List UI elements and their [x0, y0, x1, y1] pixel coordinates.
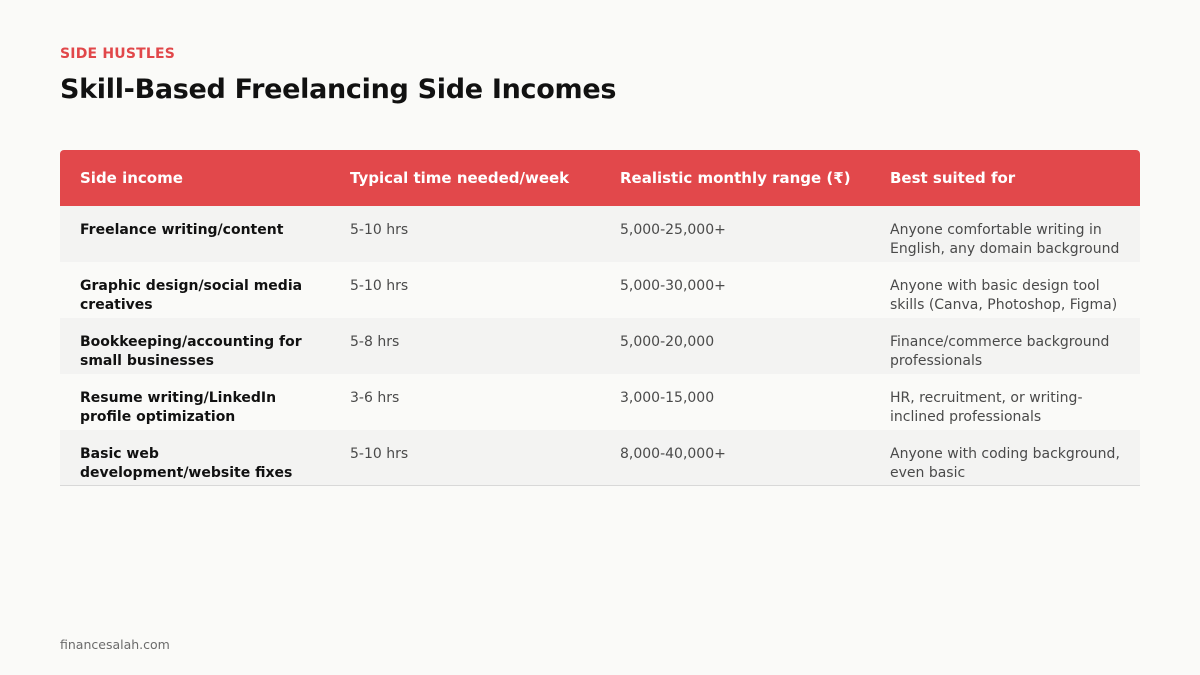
cell-monthly-range: 3,000-15,000: [620, 390, 715, 406]
cell-time: 5-10 hrs: [350, 222, 409, 238]
cell-best-suited: HR, recruitment, or writing-inclined professionals: [890, 390, 1083, 425]
cell-best-suited: Anyone with basic design tool skills (Canva, Photoshop, Figma): [890, 278, 1118, 313]
table-row: [60, 206, 1140, 262]
cell-monthly-range: 5,000-20,000: [620, 334, 715, 350]
cell-time: 3-6 hrs: [350, 390, 400, 406]
cell-best-suited: Anyone with coding background, even basic: [890, 446, 1120, 481]
cell-side-income: Resume writing/LinkedIn profile optimization: [80, 390, 277, 425]
page-title: Skill-Based Freelancing Side Incomes: [60, 74, 617, 105]
column-header-best-suited: Best suited for: [890, 169, 1016, 187]
column-header-side-income: Side income: [80, 169, 183, 187]
cell-best-suited: Anyone comfortable writing in English, any domain background: [890, 222, 1120, 257]
table-header: [60, 150, 1140, 206]
column-header-monthly-range: Realistic monthly range (₹): [620, 169, 851, 187]
cell-best-suited: Finance/commerce background professionals: [890, 334, 1110, 369]
table-row: [60, 374, 1140, 430]
column-header-time: Typical time needed/week: [350, 169, 570, 187]
footer-source: financesalah.com: [60, 637, 170, 652]
cell-time: 5-10 hrs: [350, 278, 409, 294]
cell-time: 5-10 hrs: [350, 446, 409, 462]
table-row: [60, 318, 1140, 374]
cell-monthly-range: 8,000-40,000+: [620, 446, 726, 462]
income-table: [60, 150, 1140, 486]
section-eyebrow: SIDE HUSTLES: [60, 46, 176, 62]
cell-monthly-range: 5,000-25,000+: [620, 222, 726, 238]
cell-side-income: Graphic design/social media creatives: [80, 278, 303, 313]
cell-side-income: Basic web development/website fixes: [80, 446, 293, 481]
table-row: [60, 430, 1140, 486]
cell-side-income: Bookkeeping/accounting for small businesses: [80, 334, 302, 369]
cell-monthly-range: 5,000-30,000+: [620, 278, 726, 294]
cell-side-income: Freelance writing/content: [80, 222, 284, 238]
table-row: [60, 262, 1140, 318]
cell-time: 5-8 hrs: [350, 334, 400, 350]
